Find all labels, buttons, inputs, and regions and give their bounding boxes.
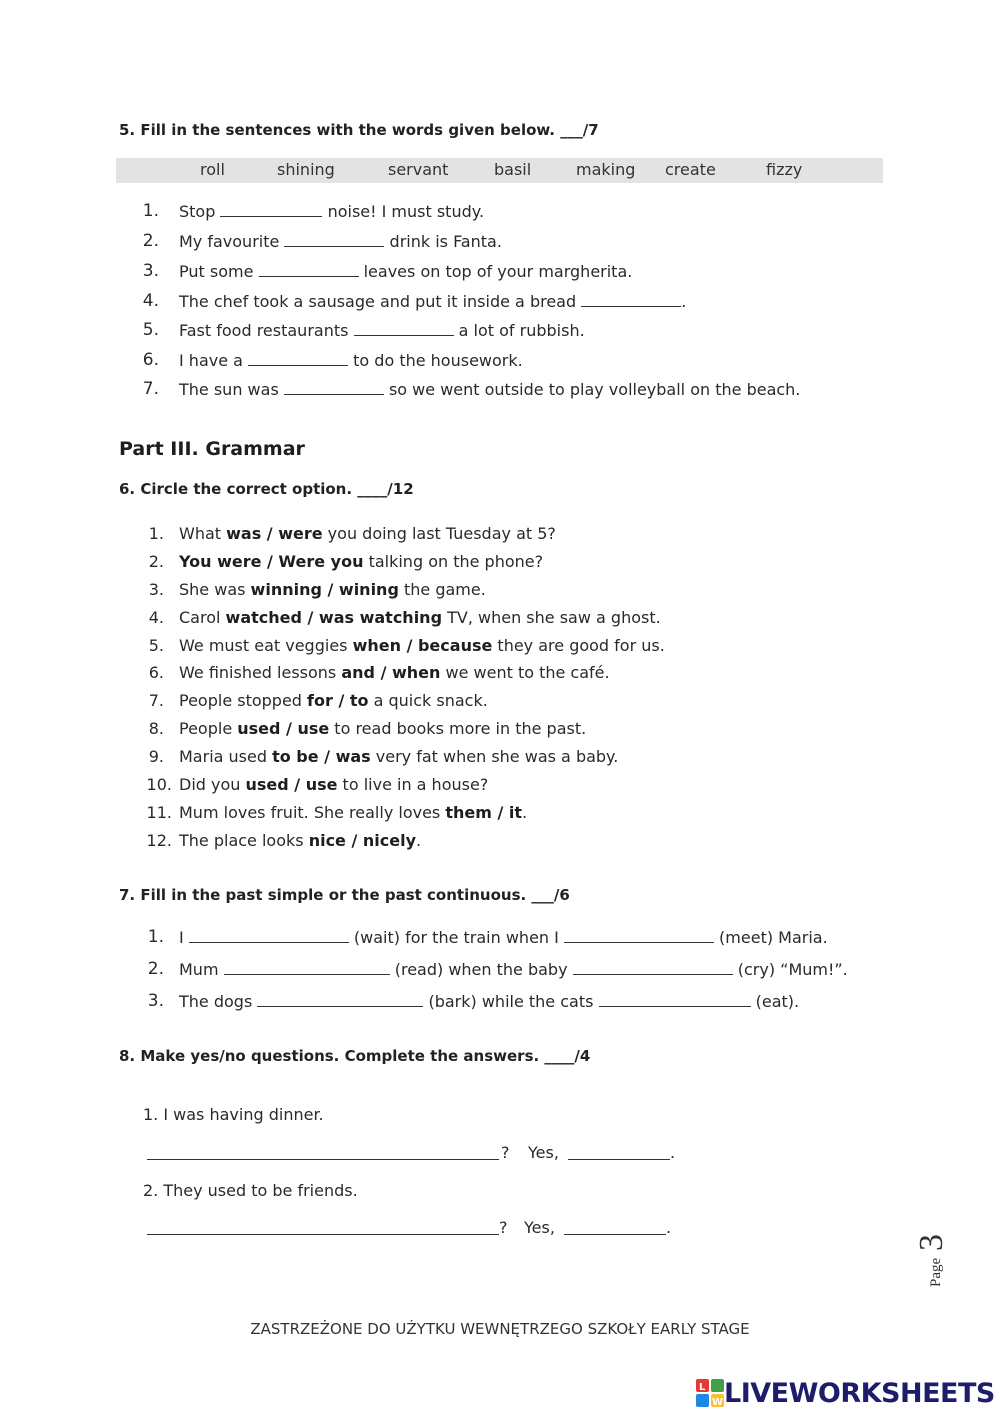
answer-blank[interactable]: [284, 232, 384, 247]
item-text: We must eat veggies: [179, 636, 353, 655]
item-text: they are good for us.: [492, 636, 665, 655]
task6-item-4: [179, 608, 661, 627]
task6-item-1: [179, 524, 556, 543]
item-text: We finished lessons: [179, 663, 342, 682]
option-choice[interactable]: and / when: [341, 663, 441, 682]
item-text: (read) when the baby: [394, 960, 568, 979]
answer-blank[interactable]: [257, 992, 423, 1007]
item-text: Did you: [179, 775, 246, 794]
item-text: I: [179, 928, 184, 947]
task5-item-3: [179, 262, 632, 281]
task6-item-2: [179, 552, 543, 571]
item-text: The sun was: [179, 380, 279, 399]
liveworksheets-logo[interactable]: [696, 1377, 995, 1409]
item-text: My favourite: [179, 232, 280, 251]
item-number: 7.: [148, 691, 164, 710]
option-choice[interactable]: nice / nicely: [308, 831, 417, 850]
item-text: we went to the café.: [440, 663, 610, 682]
item-text: a quick snack.: [368, 691, 488, 710]
item-text: (wait) for the train when I: [353, 928, 559, 947]
item-number: 5.: [148, 636, 164, 655]
answer-blank[interactable]: [259, 262, 359, 277]
task5-item-6: [179, 351, 523, 370]
item-text: (cry) “Mum!”.: [737, 960, 848, 979]
short-answer-line[interactable]: [568, 1159, 670, 1160]
item-text: .: [681, 292, 687, 311]
task7-title: 7. Fill in the past simple or the past continuous. ___/6: [119, 886, 570, 904]
footer-text: ZASTRZEŻONE DO UŻYTKU WEWNĘTRZEGO SZKOŁY EARLY STAGE: [250, 1320, 750, 1338]
item-text: The chef took a sausage and put it inside a bread: [179, 292, 577, 311]
answer-blank[interactable]: [573, 960, 733, 975]
item-text: to live in a house?: [337, 775, 489, 794]
item-text: The place looks: [179, 831, 309, 850]
answer-blank[interactable]: [224, 960, 390, 975]
option-choice[interactable]: You were / Were you: [179, 552, 364, 571]
task5-item-5: [179, 321, 585, 340]
item-number: 2.: [142, 231, 159, 251]
answer-blank[interactable]: [599, 992, 751, 1007]
item-text: drink is Fanta.: [389, 232, 502, 251]
item-text: I have a: [179, 351, 243, 370]
answer-blank[interactable]: [581, 292, 681, 307]
option-choice[interactable]: used / use: [237, 719, 330, 738]
option-choice[interactable]: for / to: [307, 691, 369, 710]
item-text: Fast food restaurants: [179, 321, 349, 340]
page-label: Page: [928, 1257, 944, 1287]
item-number: 9.: [148, 747, 164, 766]
word-bank: [116, 158, 883, 183]
task6-item-7: [179, 691, 488, 710]
item-number: 1.: [147, 927, 164, 947]
item-number: 6.: [148, 663, 164, 682]
item-text: to do the housework.: [348, 351, 523, 370]
item-text: TV, when she saw a ghost.: [442, 608, 661, 627]
answer-blank[interactable]: [220, 202, 322, 217]
item-number: 7.: [142, 379, 159, 399]
question-mark: ?: [501, 1143, 510, 1162]
item-text: the game.: [398, 580, 486, 599]
item-text: What: [179, 524, 227, 543]
item-text: .: [522, 803, 528, 822]
answer-label: Yes,: [524, 1218, 555, 1237]
question-answer-line[interactable]: [147, 1159, 499, 1160]
item-text: Put some: [179, 262, 254, 281]
word-bank-word: create: [665, 160, 716, 179]
item-text: to read books more in the past.: [329, 719, 587, 738]
svg-text:W: W: [712, 1397, 724, 1408]
option-choice[interactable]: when / because: [352, 636, 493, 655]
item-text: People stopped: [179, 691, 308, 710]
svg-text:L: L: [699, 1382, 706, 1393]
task5-item-7: [179, 380, 800, 399]
item-number: 2.: [147, 959, 164, 979]
item-text: (bark) while the cats: [428, 992, 594, 1011]
item-number: 12.: [146, 831, 172, 850]
task5-title: 5. Fill in the sentences with the words given below. ___/7: [119, 121, 599, 139]
task6-item-10: [179, 775, 488, 794]
word-bank-word: fizzy: [766, 160, 803, 179]
page-number-mark: [913, 1228, 965, 1298]
page-number: 3: [913, 1234, 950, 1251]
option-choice[interactable]: winning / wining: [250, 580, 399, 599]
answer-blank[interactable]: [354, 321, 454, 336]
item-text: Carol: [179, 608, 226, 627]
task6-item-3: [179, 580, 486, 599]
item-number: 8.: [148, 719, 164, 738]
item-text: Stop: [179, 202, 216, 221]
item-text: People: [179, 719, 238, 738]
item-text: so we went outside to play volleyball on the beach.: [388, 380, 801, 399]
word-bank-word: shining: [277, 160, 335, 179]
question-answer-line[interactable]: [147, 1234, 499, 1235]
task7-item-3: [179, 992, 799, 1011]
item-number: 10.: [146, 775, 172, 794]
task5-item-4: [179, 292, 686, 311]
part-title: Part III. Grammar: [119, 438, 305, 460]
item-text: talking on the phone?: [363, 552, 544, 571]
task6-item-6: [179, 663, 610, 682]
item-number: 3.: [147, 991, 164, 1011]
task8-prompt-2: 2. They used to be friends.: [143, 1181, 358, 1200]
task7-item-1: [179, 928, 828, 947]
item-number: 1.: [148, 524, 164, 543]
answer-blank[interactable]: [189, 928, 349, 943]
item-text: Mum: [179, 960, 219, 979]
word-bank-word: roll: [200, 160, 225, 179]
item-text: a lot of rubbish.: [458, 321, 585, 340]
answer-label: Yes,: [528, 1143, 559, 1162]
item-text: She was: [179, 580, 251, 599]
item-text: leaves on top of your margherita.: [363, 262, 633, 281]
task6-item-9: [179, 747, 618, 766]
task8-title: 8. Make yes/no questions. Complete the answers. ____/4: [119, 1047, 591, 1065]
item-text: Mum loves fruit. She really loves: [179, 803, 446, 822]
task6-item-5: [179, 636, 665, 655]
logo-badge-icon: [696, 1379, 724, 1407]
item-text: very fat when she was a baby.: [370, 747, 619, 766]
item-number: 3.: [148, 580, 164, 599]
item-text: (eat).: [755, 992, 800, 1011]
item-number: 4.: [148, 608, 164, 627]
task6-title: 6. Circle the correct option. ____/12: [119, 480, 414, 498]
task7-item-2: [179, 960, 848, 979]
short-answer-line[interactable]: [564, 1234, 666, 1235]
word-bank-word: basil: [494, 160, 532, 179]
answer-end: .: [666, 1218, 672, 1237]
item-number: 2.: [148, 552, 164, 571]
item-text: .: [416, 831, 422, 850]
item-number: 5.: [142, 320, 159, 340]
word-bank-word: making: [576, 160, 636, 179]
task8-prompt-1: 1. I was having dinner.: [143, 1105, 324, 1124]
item-text: The dogs: [179, 992, 253, 1011]
item-text: noise! I must study.: [327, 202, 485, 221]
option-choice[interactable]: them / it: [445, 803, 523, 822]
word-bank-word: servant: [388, 160, 449, 179]
answer-blank[interactable]: [564, 928, 714, 943]
item-number: 11.: [146, 803, 172, 822]
answer-blank[interactable]: [284, 380, 384, 395]
task6-item-11: [179, 803, 527, 822]
task5-item-2: [179, 232, 502, 251]
item-text: Maria used: [179, 747, 273, 766]
option-choice[interactable]: watched / was watching: [225, 608, 443, 627]
answer-blank[interactable]: [248, 351, 348, 366]
question-mark: ?: [499, 1218, 508, 1237]
option-choice[interactable]: to be / was: [272, 747, 371, 766]
task6-item-12: [179, 831, 421, 850]
item-number: 4.: [142, 291, 159, 311]
option-choice[interactable]: used / use: [245, 775, 338, 794]
option-choice[interactable]: was / were: [226, 524, 323, 543]
item-number: 1.: [142, 201, 159, 221]
logo-text: LIVEWORKSHEETS: [724, 1377, 995, 1409]
task5-item-1: [179, 202, 484, 221]
item-number: 3.: [142, 261, 159, 281]
item-text: you doing last Tuesday at 5?: [322, 524, 556, 543]
item-text: (meet) Maria.: [719, 928, 828, 947]
task6-item-8: [179, 719, 586, 738]
answer-end: .: [670, 1143, 676, 1162]
item-number: 6.: [142, 350, 159, 370]
